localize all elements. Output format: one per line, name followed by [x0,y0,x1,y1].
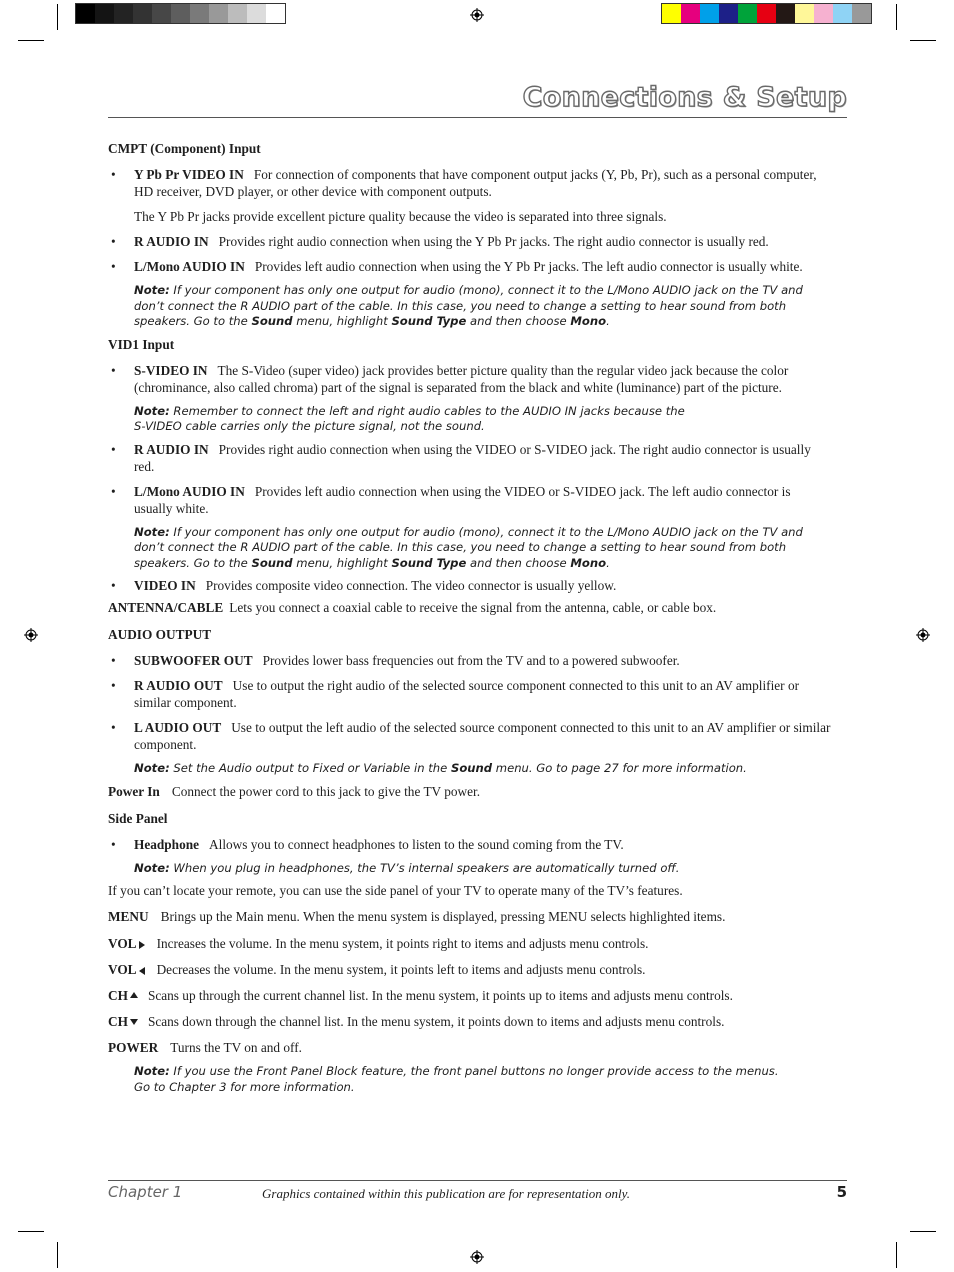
ch-down-entry [108,1013,832,1030]
term-description: Scans up through the current channel list. In the menu system, it points up to items and adjusts menu controls. [147,988,733,1003]
crop-mark [57,1242,58,1268]
crop-mark [910,1231,936,1232]
registration-mark-icon [470,8,484,22]
note-headphone [108,861,832,877]
term-label: L/Mono AUDIO IN [134,483,245,499]
color-swatch [700,4,719,23]
bullet-icon: • [111,483,116,499]
list-item-headphone [108,836,832,853]
list-item-l-audio-in [108,258,832,275]
antenna-cable-entry [108,599,832,616]
footer-disclaimer: Graphics contained within this publication are for representation only. [262,1186,630,1201]
registration-mark-icon [24,628,38,642]
bullet-icon: • [111,441,116,457]
section-heading-cmpt: CMPT (Component) Input [108,141,261,156]
term-description: Connect the power cord to this jack to give the TV power. [171,783,481,799]
color-swatch [795,4,814,23]
menu-button-entry [108,908,832,925]
list-item-video-in [108,577,832,594]
bullet-icon: • [111,653,116,668]
term-label: CH [108,988,128,1003]
term-label: VIDEO IN [134,578,196,593]
footer-chapter-label: Chapter 1 [108,1183,183,1201]
list-item-ypbpr [108,166,832,200]
term-label: Headphone [134,836,200,852]
term-description: Provides left audio connection when using the Y Pb Pr jacks. The left audio connector is usually white. [254,259,803,274]
color-swatch [814,4,833,23]
note-text: S-VIDEO cable carries only the picture signal, not the sound. [134,419,485,433]
note-svideo [108,404,832,435]
term-description: Provides composite video connection. The video connector is usually yellow. [205,578,617,593]
color-swatch [247,4,266,23]
note-label: Note: [134,860,170,875]
color-swatch [76,4,95,23]
note-text: . [606,555,610,570]
term-label: R AUDIO IN [134,234,209,249]
term-label: CH [108,1014,128,1029]
page-number: 5 [836,1183,847,1201]
color-swatch [171,4,190,23]
arrow-left-icon [139,967,145,975]
color-swatch [833,4,852,23]
note-text: . [606,314,610,328]
term-label: MENU [108,909,149,924]
bullet-icon: • [111,259,116,274]
crop-mark [18,1231,44,1232]
bullet-icon: • [111,234,116,249]
note-text: If your component has only one output for audio (mono), connect it to the L/Mono AUDIO jack on the TV and don’t connect the R AUDIO part of the cable. In this case, you need to change a setting to hear sound from both speakers. Go to the [134,283,803,328]
term-description: The S-Video (super video) jack provides better picture quality than the regular video jack because the color (chrominance, also called chroma) part of the signal is separated from the black and white (luminance) part of the picture. [134,362,789,395]
note-text: menu, highlight [296,555,388,570]
term-label: L/Mono AUDIO IN [134,259,245,274]
color-swatch [209,4,228,23]
color-swatch [228,4,247,23]
side-panel-intro: If you can’t locate your remote, you can use the side panel of your TV to operate many of the TV’s features. [108,883,683,898]
color-swatch [776,4,795,23]
note-emphasis: Sound [450,761,493,775]
note-emphasis: Sound Type [391,314,467,328]
color-swatch [852,4,871,23]
term-description: Scans down through the channel list. In the menu system, it points down to items and adjusts menu controls. [147,1014,725,1029]
section-heading-side-panel: Side Panel [108,810,168,826]
crop-mark [896,1242,897,1268]
section-heading-audio-output: AUDIO OUTPUT [108,627,212,642]
note-cmpt-mono [108,283,832,330]
note-emphasis: Mono [570,555,607,570]
crop-mark [896,4,897,30]
note-label: Note: [134,524,170,539]
grayscale-color-bar [75,3,286,24]
term-label: VOL [108,936,137,951]
color-swatch [738,4,757,23]
term-description: Provides right audio connection when using the Y Pb Pr jacks. The right audio connector is usually red. [218,234,769,249]
list-item-l-audio-in [108,483,832,517]
term-description: Provides lower bass frequencies out from the TV and to a powered subwoofer. [262,653,680,668]
term-label: SUBWOOFER OUT [134,653,253,668]
registration-mark-icon [470,1250,484,1264]
bullet-icon: • [111,578,116,593]
term-label: ANTENNA/CABLE [108,600,224,615]
power-in-entry [108,783,832,800]
page-title: Connections & Setup [522,82,847,113]
note-vid1-mono [108,525,832,572]
term-description: Brings up the Main menu. When the menu system is displayed, pressing MENU selects highlighted items. [160,909,726,924]
bullet-icon: • [111,720,116,735]
term-description: Decreases the volume. In the menu system, it points left to items and adjusts menu controls. [156,962,646,977]
color-swatch [266,4,285,23]
note-audio-output [108,761,832,777]
crop-mark [18,40,44,41]
bullet-icon: • [111,678,116,693]
color-swatch [719,4,738,23]
vol-up-entry [108,935,832,952]
arrow-up-icon [130,992,138,998]
color-swatch [662,4,681,23]
main-content [108,140,832,1101]
term-label: POWER [108,1040,159,1055]
note-label: Note: [134,283,170,297]
term-description: For connection of components that have component output jacks (Y, Pb, Pr), such as a personal computer, HD receiver, DVD player, or other device with component outputs. [134,167,817,199]
bullet-icon: • [111,836,116,852]
note-emphasis: Mono [570,314,607,328]
term-description: Provides left audio connection when using the VIDEO or S-VIDEO jack. The left audio connector is usually white. [134,483,791,516]
term-description: Turns the TV on and off. [170,1040,302,1055]
vol-down-entry [108,961,832,978]
term-label: R AUDIO IN [134,441,209,457]
ch-up-entry [108,987,832,1004]
note-text: and then choose [470,555,567,570]
note-text: and then choose [470,314,567,328]
crop-mark [910,40,936,41]
registration-mark-icon [916,628,930,642]
note-text: If your component has only one output for audio (mono), connect it to the L/Mono AUDIO jack on the TV and don’t connect the R AUDIO part of the cable. In this case, you need to change a setting to hear sound from both speakers. Go to the [134,524,803,570]
note-emphasis: Sound Type [391,555,467,570]
list-item-l-audio-out [108,719,832,753]
term-description: Increases the volume. In the menu system, it points right to items and adjusts menu controls. [156,936,649,951]
term-label: L AUDIO OUT [134,720,222,735]
note-emphasis: Sound [251,555,293,570]
note-text: When you plug in headphones, the TV’s internal speakers are automatically turned off. [173,860,680,875]
note-text: menu. Go to page 27 for more information. [495,761,747,775]
note-label: Note: [134,761,170,775]
bullet-icon: • [111,362,116,378]
note-text: Go to Chapter 3 for more information. [134,1079,355,1094]
term-label: R AUDIO OUT [134,678,223,693]
list-item-r-audio-out [108,677,832,711]
term-description: Provides right audio connection when using the VIDEO or S-VIDEO jack. The right audio connector is usually red. [134,441,811,474]
term-label: S-VIDEO IN [134,362,208,378]
paragraph: The Y Pb Pr jacks provide excellent picture quality because the video is separated into three signals. [134,209,667,224]
color-swatch [114,4,133,23]
term-label: Y Pb Pr VIDEO IN [134,167,244,182]
list-item-subwoofer-out [108,652,832,669]
color-swatch [190,4,209,23]
crop-mark [57,4,58,30]
color-swatch [133,4,152,23]
note-label: Note: [134,1064,170,1078]
color-swatch [152,4,171,23]
term-label: Power In [108,783,160,799]
arrow-down-icon [130,1019,138,1025]
note-text: Set the Audio output to Fixed or Variable in the [173,761,448,775]
process-color-bar [661,3,872,24]
arrow-right-icon [139,941,145,949]
list-item-r-audio-in [108,233,832,250]
list-item-r-audio-in [108,441,832,475]
term-description: Use to output the right audio of the selected source component connected to this unit to an AV amplifier or similar component. [134,678,800,710]
note-front-panel-block [108,1064,832,1095]
color-swatch [681,4,700,23]
color-swatch [757,4,776,23]
header-rule [108,117,847,118]
note-text: If you use the Front Panel Block feature, the front panel buttons no longer provide access to the menus. [173,1064,779,1078]
note-text: Remember to connect the left and right audio cables to the AUDIO IN jacks because the [173,403,685,418]
power-button-entry [108,1039,832,1056]
note-label: Note: [134,403,170,418]
note-text: menu, highlight [296,314,388,328]
note-emphasis: Sound [251,314,293,328]
term-description: Use to output the left audio of the selected source component connected to this unit to an AV amplifier or similar component. [134,720,831,752]
list-item-s-video-in [108,362,832,396]
term-description: Lets you connect a coaxial cable to receive the signal from the antenna, cable, or cable box. [229,600,717,615]
color-swatch [95,4,114,23]
footer-rule [108,1180,847,1181]
bullet-icon: • [111,167,116,182]
section-heading-vid1: VID1 Input [108,336,175,352]
term-description: Allows you to connect headphones to listen to the sound coming from the TV. [209,836,624,852]
term-label: VOL [108,962,137,977]
